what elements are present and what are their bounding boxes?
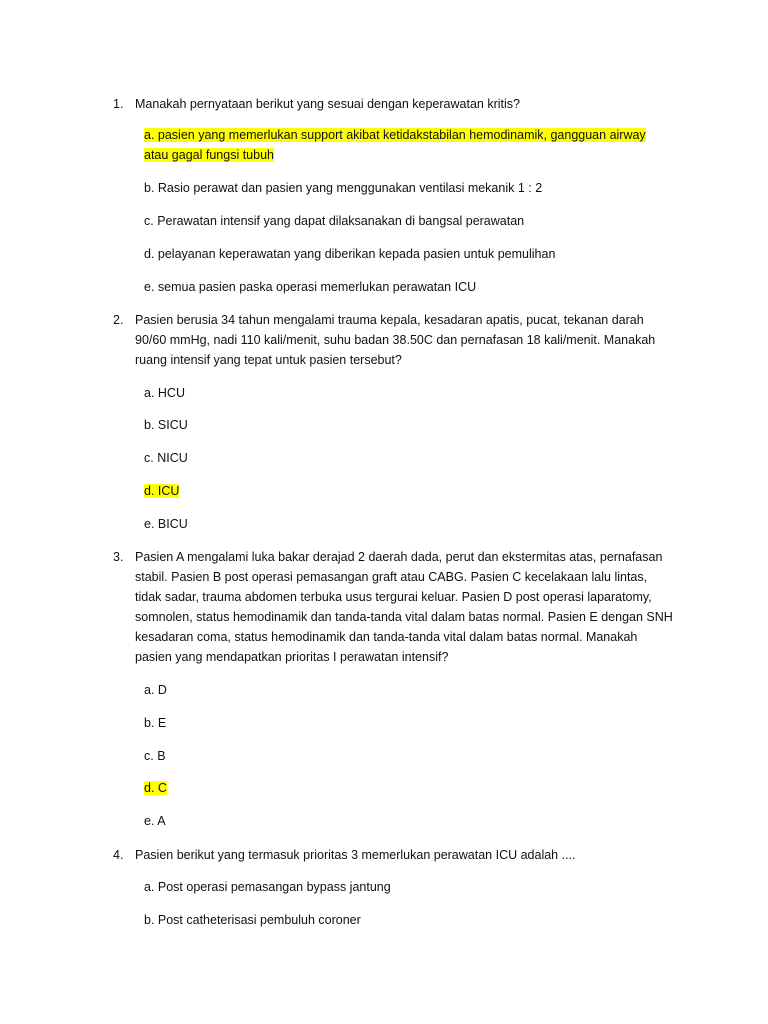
option-text: c. Perawatan intensif yang dapat dilaksanakan di bangsal perawatan <box>144 214 525 228</box>
option-text: e. BICU <box>144 517 188 531</box>
question-number: 4. <box>113 848 124 862</box>
option-2d <box>144 481 664 501</box>
option-text: e. semua pasien paska operasi memerlukan perawatan ICU <box>144 280 477 294</box>
option-text: d. ICU <box>144 484 180 498</box>
question-text: Pasien berusia 34 tahun mengalami trauma kepala, kesadaran apatis, pucat, tekanan darah 90/60 mmHg, nadi 110 kali/menit, suhu badan 38.50C dan pernafasan 18 kali/menit. Manakah ruang intensif yang tepat untuk pasien tersebut? <box>135 313 656 367</box>
option-1c <box>144 211 664 231</box>
option-text: a. Post operasi pemasangan bypass jantung <box>144 880 391 894</box>
option-text: b. Rasio perawat dan pasien yang menggunakan ventilasi mekanik 1 : 2 <box>144 181 543 195</box>
option-text: d. C <box>144 781 167 795</box>
option-2c <box>144 448 664 468</box>
option-1e <box>144 277 664 297</box>
option-text: b. E <box>144 716 167 730</box>
option-text: b. SICU <box>144 418 188 432</box>
option-3e <box>144 811 664 831</box>
question-number: 1. <box>113 97 124 111</box>
option-3c <box>144 746 664 766</box>
question-number: 3. <box>113 550 124 564</box>
option-3b <box>144 713 664 733</box>
question-text: Pasien berikut yang termasuk prioritas 3 memerlukan perawatan ICU adalah .... <box>135 848 576 862</box>
option-text: c. B <box>144 749 166 763</box>
option-text: a. pasien yang memerlukan support akibat ketidakstabilan hemodinamik, gangguan airway atau gagal fungsi tubuh <box>144 128 646 162</box>
option-text: a. HCU <box>144 386 185 400</box>
option-4b <box>144 910 664 930</box>
option-text: b. Post catheterisasi pembuluh coroner <box>144 913 361 927</box>
option-text: c. NICU <box>144 451 188 465</box>
option-text: a. D <box>144 683 167 697</box>
question-number: 2. <box>113 313 124 327</box>
option-1d <box>144 244 664 264</box>
option-3a <box>144 680 664 700</box>
option-2a <box>144 383 664 403</box>
question-text: Manakah pernyataan berikut yang sesuai dengan keperawatan kritis? <box>135 97 520 111</box>
option-3d <box>144 778 664 798</box>
option-1a <box>144 125 664 165</box>
option-1b <box>144 178 664 198</box>
option-4a <box>144 877 664 897</box>
option-2b <box>144 415 664 435</box>
option-text: e. A <box>144 814 166 828</box>
option-2e <box>144 514 664 534</box>
option-text: d. pelayanan keperawatan yang diberikan kepada pasien untuk pemulihan <box>144 247 556 261</box>
question-text: Pasien A mengalami luka bakar derajad 2 daerah dada, perut dan ekstermitas atas, pernafasan stabil. Pasien B post operasi pemasangan graft atau CABG. Pasien C kecelakaan lalu lintas, tidak sadar, trauma abdomen terbuka usus tergurai keluar. Pasien D post operasi laparatomy, somnolen, status hemodinamik dan tanda-tanda vital dalam batas normal. Pasien E dengan SNH kesadaran coma, status hemodinamik dan tanda-tanda vital dalam batas normal. Manakah pasien yang mendapatkan prioritas I perawatan intensif? <box>135 550 673 664</box>
